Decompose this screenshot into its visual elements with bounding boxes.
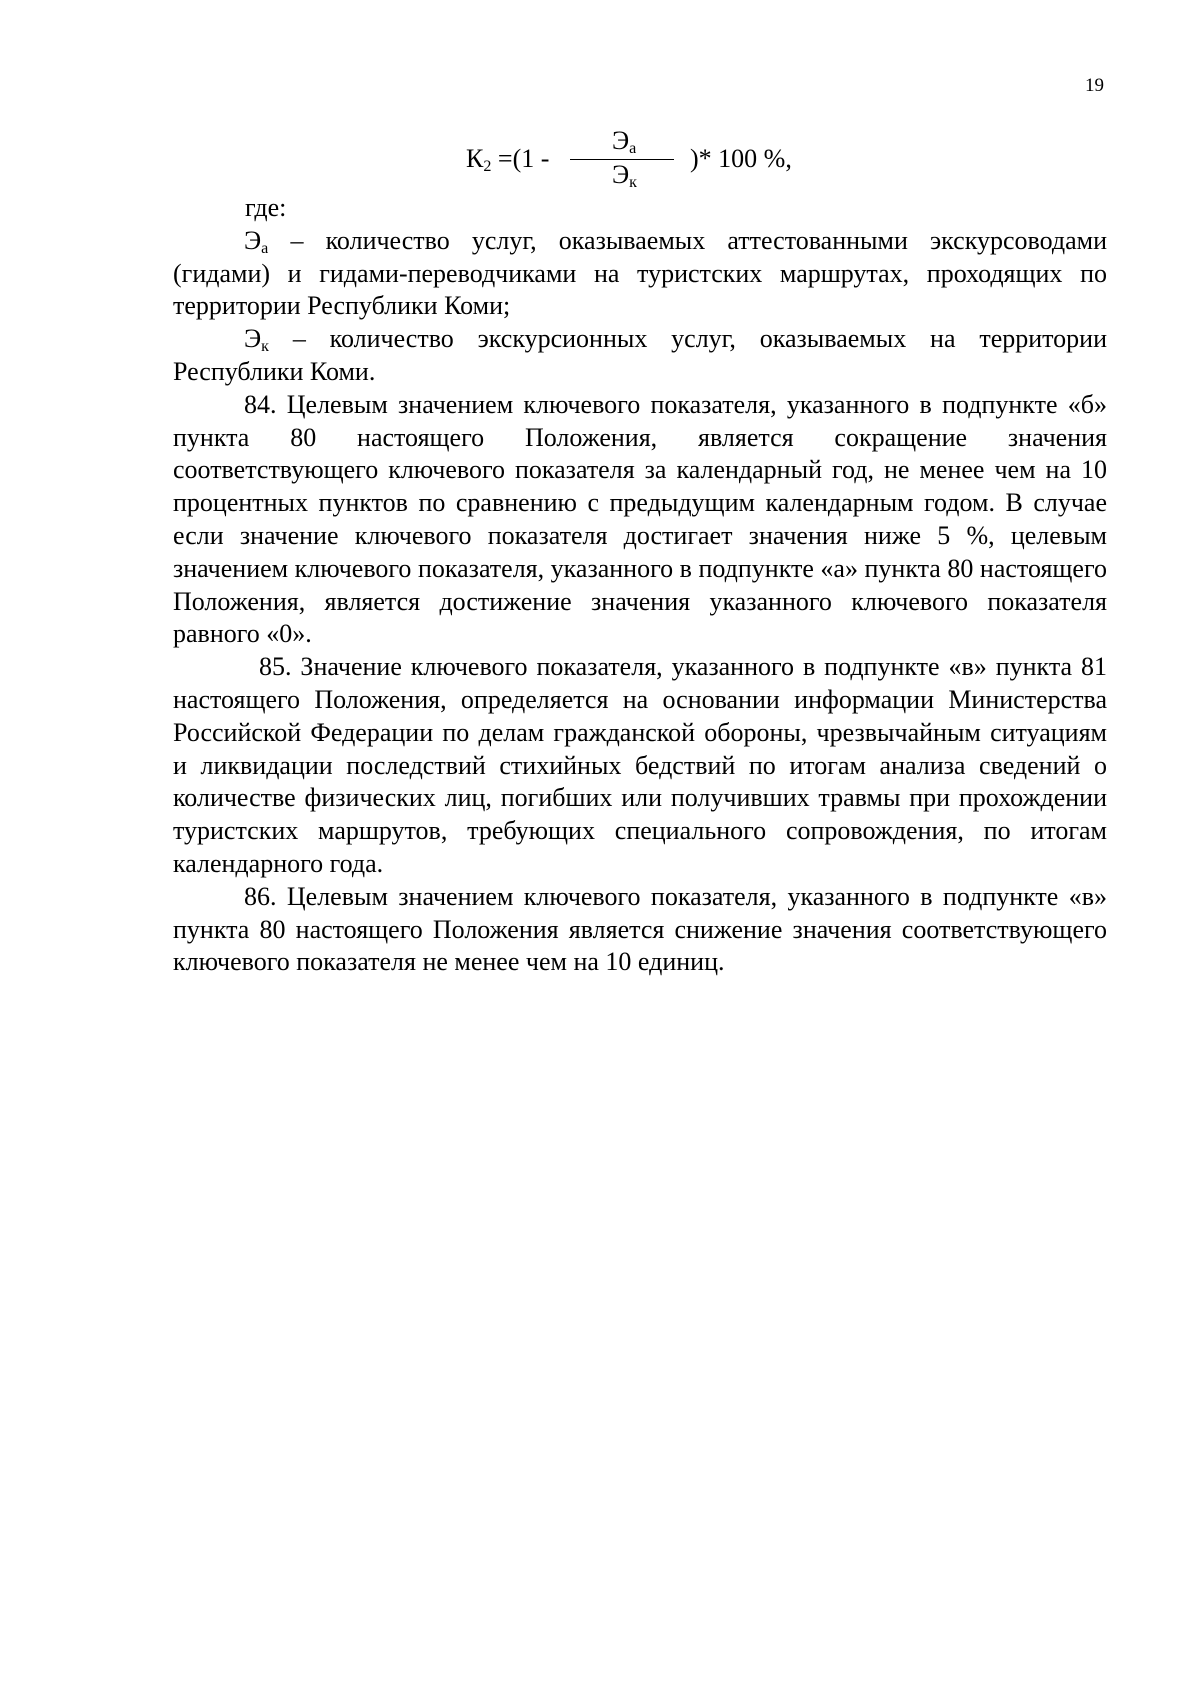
definition-ea-symbol: Э	[244, 225, 262, 255]
formula-numerator	[612, 126, 637, 158]
formula-lhs	[466, 144, 550, 176]
where-label: где:	[245, 193, 287, 222]
paragraph-86: 86. Целевым значением ключевого показателя, указанного в подпункте «в» пункта 80 настоящего Положения является снижение значения соответствующего ключевого показателя не менее чем на 10 единиц.	[173, 881, 1107, 977]
definition-ea	[173, 225, 1107, 323]
document-body	[173, 192, 1107, 979]
formula-denominator	[612, 160, 637, 192]
formula-numerator-main: Э	[612, 126, 630, 155]
definition-ek	[173, 323, 1107, 389]
definition-ek-text: – количество экскурсионных услуг, оказываемых на территории Республики Коми.	[173, 324, 1107, 386]
formula-numerator-sub: а	[629, 140, 637, 158]
formula-denominator-main: Э	[612, 160, 630, 189]
definition-ea-sub: а	[261, 239, 269, 257]
formula-lhs-sub: 2	[483, 158, 492, 176]
definition-ek-sub: к	[261, 338, 269, 356]
paragraph-84: 84. Целевым значением ключевого показателя, указанного в подпункте «б» пункта 80 настоящего Положения, является сокращение значения соответствующего ключевого показателя за календарный год, не менее чем на 10 процентных пунктов по сравнению с предыдущим календарным годом. В случае если значение ключевого показателя достигает значения ниже 5 %, целевым значением ключевого показателя, указанного в подпункте «а» пункта 80 настоящего Положения, является достижение значения указанного ключевого показателя равного «0».	[173, 389, 1107, 649]
formula-denominator-sub: к	[629, 174, 637, 192]
definition-ea-text: – количество услуг, оказываемых аттестованными экскурсоводами (гидами) и гидами-переводчиками на туристских маршрутах, проходящих по территории Республики Коми;	[173, 225, 1107, 321]
formula-rhs: )* 100 %,	[690, 144, 792, 173]
definition-ek-symbol: Э	[244, 324, 262, 354]
formula-lhs-rest: =(1 -	[491, 144, 550, 173]
formula-k2	[0, 128, 1200, 194]
paragraph-85: 85. Значение ключевого показателя, указанного в подпункте «в» пункта 81 настоящего Положения, определяется на основании информации Министерства Российской Федерации по делам гражданской обороны, чрезвычайным ситуациям и ликвидации последствий стихийных бедствий по итогам анализа сведений о количестве физических лиц, погибших или получивших травмы при прохождении туристских маршрутов, требующих специального сопровождения, по итогам календарного года.	[173, 652, 1107, 878]
formula-lhs-main: К	[466, 144, 484, 173]
page-number: 19	[1085, 75, 1104, 96]
